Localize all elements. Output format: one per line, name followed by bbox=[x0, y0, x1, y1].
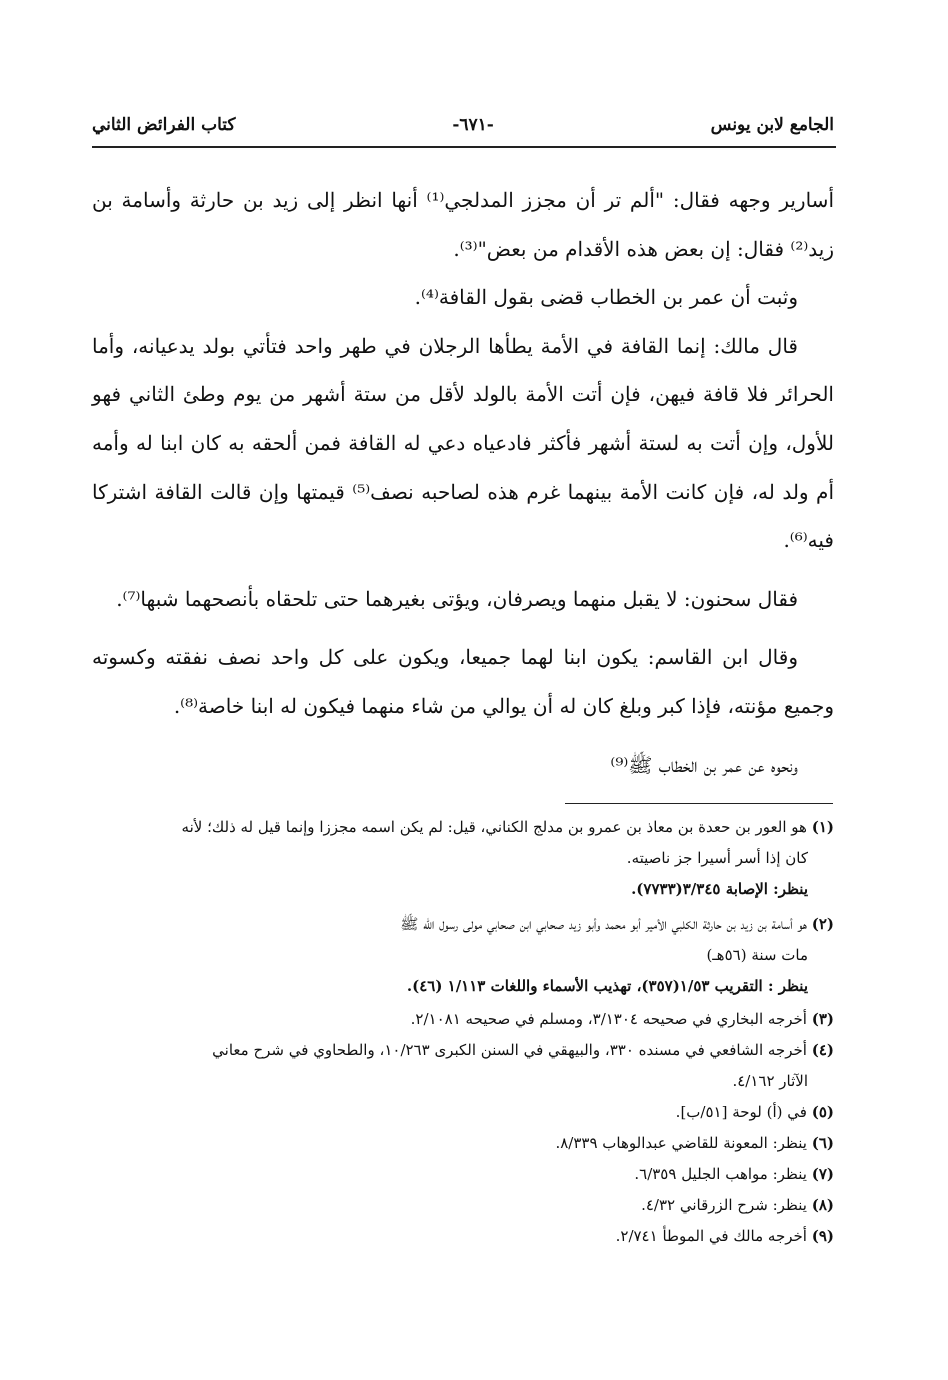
footnote-text: في (أ) لوحة [٥١/ب]. bbox=[675, 1103, 807, 1121]
footnote-text: هو العور بن حعدة بن معاذ بن عمرو بن مدلج الكناني، قيل: لم يكن اسمه مجززا وإنما قيل له ذلك؛ لأنه bbox=[181, 818, 807, 836]
footnote-text: هو أسامة بن زيد بن حارثة الكلبي الأمير أبو محمد وأبو زيد صحابي ابن صحابي مولى رسول الله ﷺ bbox=[400, 915, 807, 933]
footnote-2 bbox=[92, 909, 834, 940]
paragraph-6: ونحوه عن عمر بن الخطاب ﷺ⁽⁹⁾ bbox=[610, 752, 798, 777]
footnote-1 bbox=[92, 812, 834, 843]
page-number: -٦٧١- bbox=[452, 115, 494, 135]
footnote-number: (٤) bbox=[811, 1041, 834, 1059]
running-header bbox=[92, 108, 834, 142]
footnote-number: (٣) bbox=[811, 1010, 834, 1028]
footnotes bbox=[92, 812, 834, 1252]
footnote-7 bbox=[92, 1159, 834, 1190]
reference-text: الإصابة ٣/٣٤٥(٧٧٣٣). bbox=[631, 880, 768, 898]
footnote-separator bbox=[565, 803, 833, 804]
footnote-1-reference bbox=[92, 874, 834, 905]
footnote-4-continuation: الآثار ٤/١٦٢. bbox=[732, 1072, 808, 1090]
footnote-number: (٦) bbox=[811, 1134, 834, 1152]
paragraph-2: وثبت أن عمر بن الخطاب قضى بقول القافة⁽⁴⁾. bbox=[414, 285, 798, 310]
footnote-2-reference bbox=[92, 971, 834, 1002]
footnote-text: ينظر: المعونة للقاضي عبدالوهاب ٨/٣٣٩. bbox=[555, 1134, 807, 1152]
reference-label: ينظر: bbox=[773, 880, 808, 898]
footnote-5 bbox=[92, 1097, 834, 1128]
footnote-9 bbox=[92, 1221, 834, 1252]
header-divider bbox=[92, 146, 836, 148]
paragraph-4: فقال سحنون: لا يقبل منهما ويصرفان، ويؤتى بغيرهما حتى تلحقاه بأنصحهما شبها⁽⁷⁾. bbox=[116, 586, 798, 611]
main-text bbox=[92, 176, 834, 789]
reference-text: التقريب ١/٥٣(٣٥٧)، تهذيب الأسماء واللغات ١/١١٣ (٤٦). bbox=[406, 977, 763, 995]
footnote-number: (٧) bbox=[811, 1165, 834, 1183]
footnote-6 bbox=[92, 1128, 834, 1159]
footnote-2-continuation: مات سنة (٥٦هـ) bbox=[706, 946, 808, 964]
footnote-text: أخرجه الشافعي في مسنده ٣٣٠، والبيهقي في السنن الكبرى ١٠/٢٦٣، والطحاوي في شرح معاني bbox=[212, 1041, 807, 1059]
paragraph-5: وقال ابن القاسم: يكون ابنا لهما جميعا، ويكون على كل واحد نصف نفقته وكسوته وجميع مؤنته، فإذا كبر وبلغ كان له أن يوالي من شاء منهما فيكون له ابنا خاصة⁽⁸⁾. bbox=[92, 645, 834, 718]
footnote-3 bbox=[92, 1004, 834, 1035]
footnote-text: أخرجه مالك في الموطأ ٢/٧٤١. bbox=[615, 1227, 807, 1245]
footnote-1-continuation: كان إذا أسر أسيرا جز ناصيته. bbox=[626, 849, 808, 867]
footnote-number: (٩) bbox=[811, 1227, 834, 1245]
footnote-text: أخرجه البخاري في صحيحه ٣/١٣٠٤، ومسلم في صحيحه ٢/١٠٨١. bbox=[410, 1010, 807, 1028]
header-chapter-title: كتاب الفرائض الثاني bbox=[92, 115, 236, 135]
reference-label: ينظر : bbox=[767, 977, 808, 995]
footnote-8 bbox=[92, 1190, 834, 1221]
paragraph-1: أسارير وجهه فقال: "ألم تر أن مجزز المدلجي⁽¹⁾ أنها انظر إلى زيد بن حارثة وأسامة بن زيد⁽²⁾ فقال: إن بعض هذه الأقدام من بعض"⁽³⁾. bbox=[92, 188, 834, 261]
header-book-title: الجامع لابن يونس bbox=[710, 115, 834, 135]
footnote-number: (٥) bbox=[811, 1103, 834, 1121]
footnote-text: ينظر: شرح الزرقاني ٤/٣٢. bbox=[641, 1196, 807, 1214]
footnote-number: (٢) bbox=[811, 915, 834, 933]
footnote-number: (١) bbox=[811, 818, 834, 836]
paragraph-3: قال مالك: إنما القافة في الأمة يطأها الرجلان في طهر واحد فتأتي بولد يدعيانه، وأما الحرائر فلا قافة فيهن، فإن أتت الأمة بالولد لأقل من ستة أشهر من يوم وطئ الثاني فهو للأول، وإن أتت به لستة أشهر فأكثر فادعياه دعي له القافة فمن ألحقه به كان ابنا له وأمه أم ولد له، فإن كانت الأمة بينهما غرم هذه لصاحبه نصف⁽⁵⁾ قيمتها وإن قالت القافة اشتركا فيه⁽⁶⁾. bbox=[92, 333, 834, 553]
footnote-4 bbox=[92, 1035, 834, 1066]
footnote-number: (٨) bbox=[811, 1196, 834, 1214]
footnote-text: ينظر: مواهب الجليل ٦/٣٥٩. bbox=[634, 1165, 807, 1183]
